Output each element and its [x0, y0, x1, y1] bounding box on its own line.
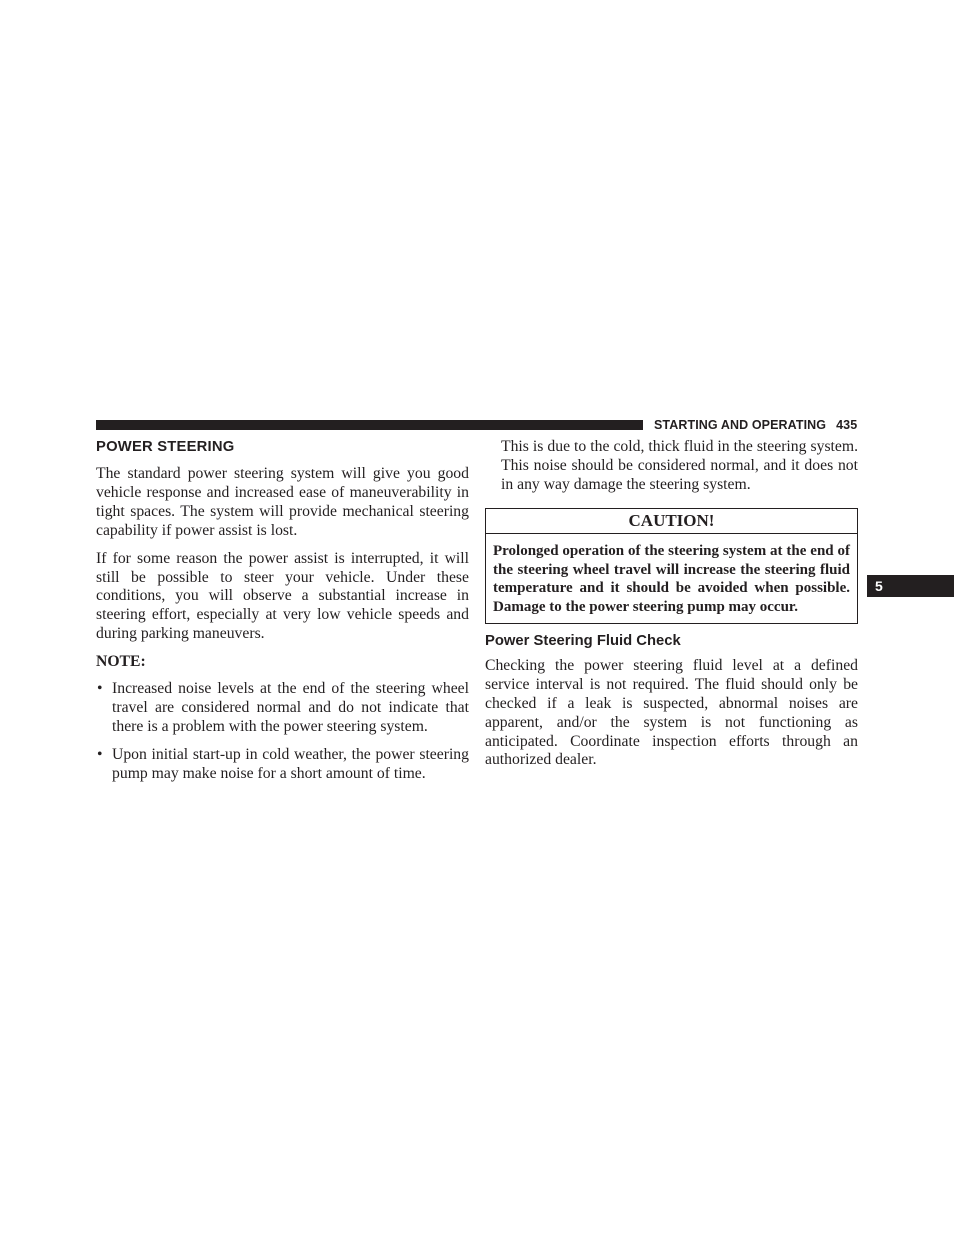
list-item-text: Upon initial start-up in cold weather, the power steering pump may make noise for a short amount of time.: [112, 745, 469, 782]
note-list: [96, 680, 469, 784]
page-number: 435: [836, 418, 858, 432]
list-item-text: Increased noise levels at the end of the steering wheel travel are considered normal and do not indicate that there is a problem with the power steering system.: [112, 680, 469, 735]
bullet-icon: •: [97, 680, 103, 698]
intro-paragraph: The standard power steering system will give you good vehicle response and increased ease of maneuverability in tight spaces. The system will provide mechanical steering capability if power assist is lost.: [96, 465, 469, 539]
running-header: [654, 417, 857, 433]
subsection-heading: Power Steering Fluid Check: [485, 632, 681, 649]
chapter-tab: [867, 575, 954, 597]
caution-title: CAUTION!: [486, 509, 857, 534]
chapter-tab-number: 5: [875, 578, 883, 594]
header-rule: [96, 420, 643, 430]
list-item: [96, 746, 469, 784]
list-item: [96, 680, 469, 737]
right-column: [485, 438, 858, 779]
section-heading: POWER STEERING: [96, 439, 235, 455]
left-column: [96, 438, 469, 793]
assist-paragraph: If for some reason the power assist is interrupted, it will still be possible to steer your vehicle. Under these conditions, you will observe a substantial increase in steering effort, especially at very low vehicle speeds and during parking maneuvers.: [96, 549, 469, 643]
note-label: NOTE:: [96, 653, 146, 671]
header-section-title: STARTING AND OPERATING: [654, 418, 827, 432]
continued-paragraph: This is due to the cold, thick fluid in the steering system. This noise should be considered normal, and it does not in any way damage the steering system.: [501, 438, 858, 493]
bullet-icon: •: [97, 745, 103, 763]
caution-box: [485, 508, 858, 624]
fluid-check-paragraph: Checking the power steering fluid level at a defined service interval is not required. The fluid should only be checked if a leak is suspected, abnormal noises are apparent, and/or the system is not functioning as anticipated. Coordinate inspection efforts through an authorized dealer.: [485, 656, 858, 769]
caution-text: Prolonged operation of the steering system at the end of the steering wheel travel will increase the steering fluid temperature and it should be avoided when possible. Damage to the power steering pump may occur.: [493, 542, 850, 616]
